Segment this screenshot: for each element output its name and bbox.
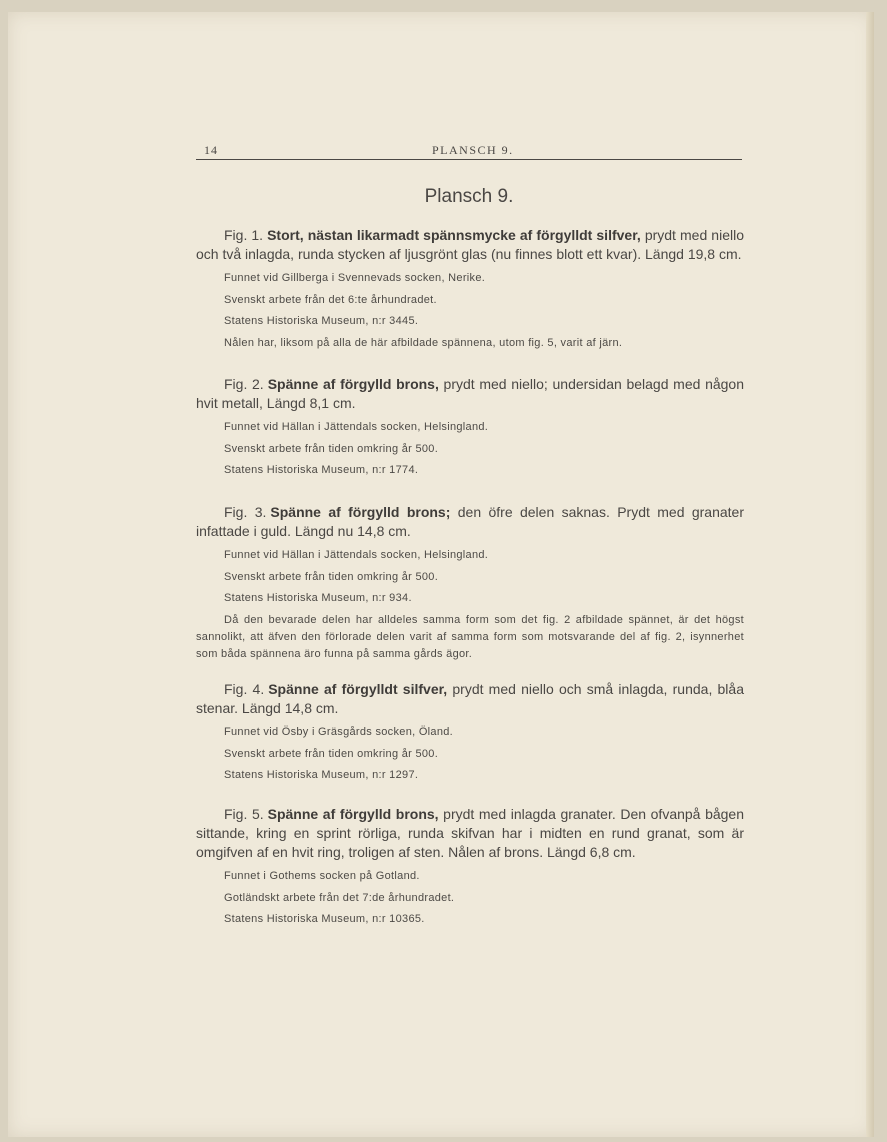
origin-dating: Svenskt arbete från tiden omkring år 500.	[224, 570, 439, 583]
figure-title: Spänne af förgylldt silfver,	[268, 681, 448, 697]
figure-description	[196, 680, 744, 718]
museum-number: Statens Historiska Museum, n:r 1297.	[224, 769, 419, 781]
figure-title: Spänne af förgylld brons,	[267, 376, 439, 392]
figure-4-entry	[196, 680, 744, 787]
figure-label: Fig. 1.	[224, 227, 264, 243]
origin-dating: Svenskt arbete från det 6:te århundradet.	[224, 293, 437, 306]
figure-text: den öfre delen saknas. Prydt med granater infattade i guld. Längd nu 14,8 cm.	[196, 504, 744, 539]
figure-label: Fig. 2.	[224, 376, 264, 392]
note: Nålen har, liksom på alla de här afbildade spännena, utom fig. 5, varit af järn.	[224, 336, 623, 349]
figure-description	[196, 375, 744, 413]
museum-number: Statens Historiska Museum, n:r 3445.	[224, 315, 419, 327]
museum-number: Statens Historiska Museum, n:r 934.	[224, 592, 412, 604]
figure-3-entry	[196, 503, 744, 663]
figure-5-entry	[196, 805, 744, 931]
figure-title: Stort, nästan likarmadt spännsmycke af förgylldt silfver,	[267, 227, 641, 243]
figure-label: Fig. 3.	[224, 504, 267, 520]
figure-title: Spänne af förgylld brons,	[267, 806, 439, 822]
commentary-note: Då den bevarade delen har alldeles samma form som det fig. 2 afbildade spännet, är det högst sannolikt, att äfven den förlorade delen varit af samma form som motsvarande del af fig. 2, isynnerhet som båda spännena äro funna på samma gårds ägor.	[196, 613, 744, 660]
figure-1-entry	[196, 226, 744, 354]
find-location: Funnet vid Gillberga i Svennevads socken, Nerike.	[224, 272, 486, 284]
origin-dating: Svenskt arbete från tiden omkring år 500.	[224, 747, 439, 760]
figure-text: prydt med niello och små inlagda, runda, blåa stenar. Längd 14,8 cm.	[196, 681, 744, 716]
origin-dating: Gotländskt arbete från det 7:de århundradet.	[224, 891, 455, 904]
figure-label: Fig. 4.	[224, 681, 265, 697]
origin-dating: Svenskt arbete från tiden omkring år 500.	[224, 442, 439, 455]
plate-title: Plansch 9.	[424, 186, 514, 207]
running-head-title: PLANSCH 9.	[432, 143, 514, 157]
page-number: 14	[204, 143, 218, 157]
museum-number: Statens Historiska Museum, n:r 1774.	[224, 464, 419, 476]
figure-2-entry	[196, 375, 744, 482]
page-edge	[866, 12, 874, 1137]
figure-label: Fig. 5.	[224, 806, 264, 822]
figure-title: Spänne af förgylld brons;	[270, 504, 451, 520]
find-location: Funnet vid Ösby i Gräsgårds socken, Öland.	[224, 726, 454, 738]
figure-description	[196, 805, 744, 862]
find-location: Funnet i Gothems socken på Gotland.	[224, 870, 420, 882]
figure-description	[196, 226, 744, 264]
find-location: Funnet vid Hällan i Jättendals socken, Helsingland.	[224, 549, 489, 561]
running-head	[196, 143, 742, 160]
figure-text: prydt med inlagda granater. Den ofvanpå bågen sittande, kring en sprint rörliga, runda skifvan har i midten en rund granat, som är omgifven af en hvit ring, troligen af sten. Nålen af brons. Längd 6,8 cm.	[196, 806, 744, 860]
figure-text: prydt med niello; undersidan belagd med någon hvit metall, Längd 8,1 cm.	[196, 376, 745, 411]
figure-text: prydt med niello och två inlagda, runda stycken af ljusgrönt glas (nu finnes blott ett kvar). Längd 19,8 cm.	[196, 227, 744, 262]
find-location: Funnet vid Hällan i Jättendals socken, Helsingland.	[224, 421, 489, 433]
museum-number: Statens Historiska Museum, n:r 10365.	[224, 913, 425, 925]
figure-description	[196, 503, 744, 541]
